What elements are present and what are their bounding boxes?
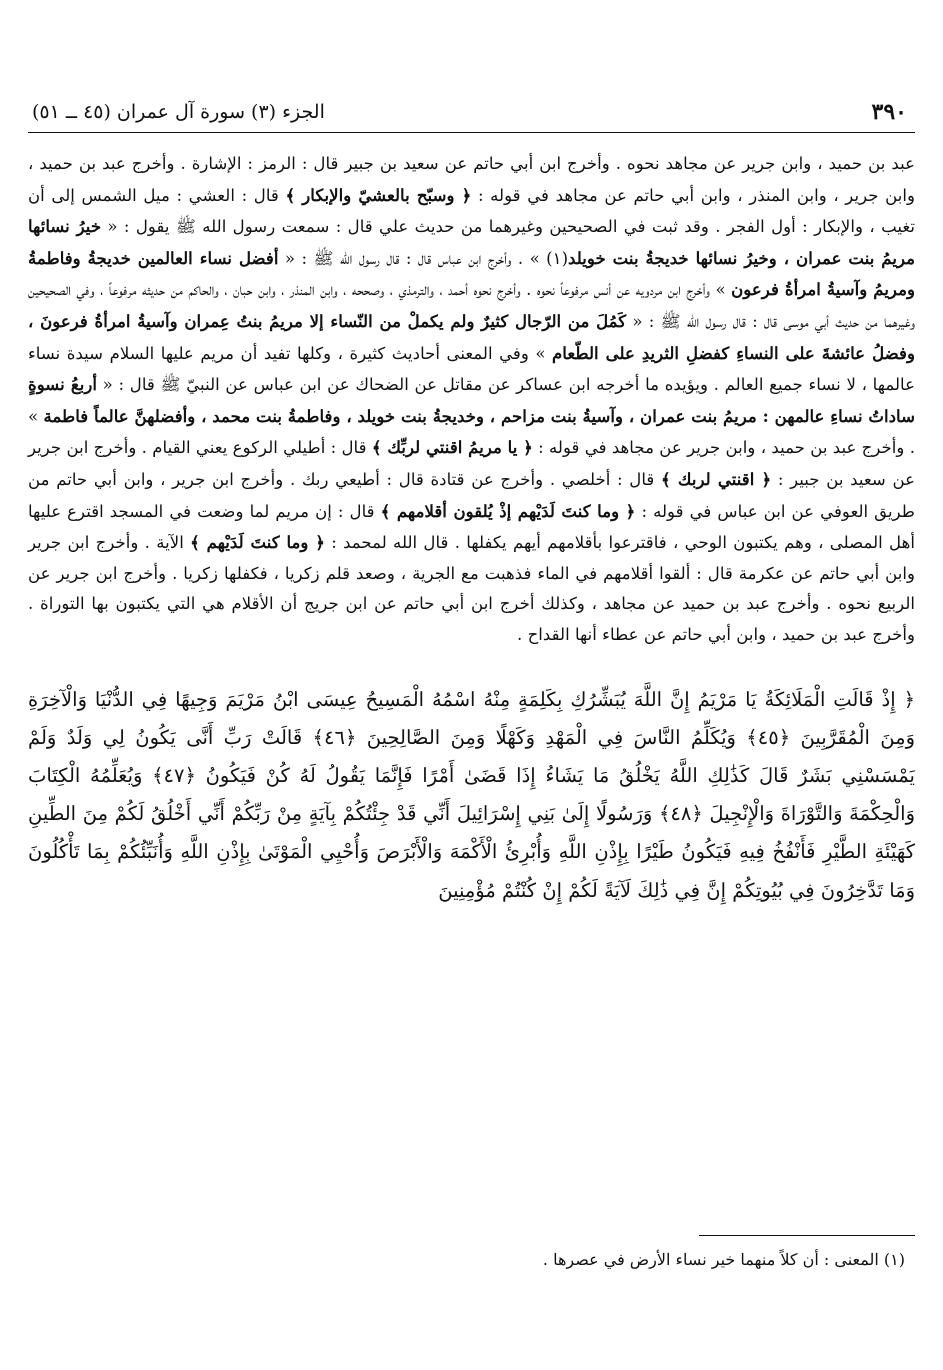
page-header: [28, 92, 915, 133]
commentary-text: قال : إن مريم لما وضعت في المسجد اقترع عليها أهل المصلى ، وهم يكتبون الوحي ، فاقترعوا بأقلامهم أيهم يكفلها . قال الله لمحمد :: [28, 501, 915, 553]
quoted-text: ﴿ اقنتي لربك ﴾: [661, 468, 772, 489]
footnote-marker: (١): [883, 1250, 905, 1269]
commentary-text: قال : أطيلي الركوع يعني القيام . وأخرج ابن جرير عن سعيد بن جبير :: [28, 438, 915, 489]
quoted-text: ﴿ وما كنتَ لَدَيْهم إذْ يُلقون أقلامهم ﴾: [380, 500, 636, 521]
quoted-text: ﴿ وما كنتَ لَدَيْهم ﴾: [190, 532, 325, 553]
quoted-text: أفضل نساء العالمين خديجةُ وفاطمةُ ومريمُ وآسيةُ امرأةُ فرعون: [28, 247, 915, 300]
quoted-text: ﴿ وسبّح بالعشيّ والإبكار ﴾: [285, 184, 472, 205]
commentary-text: عبد بن حميد ، وابن جرير عن مجاهد نحوه . وأخرج ابن أبي حاتم عن سعيد بن جبير قال : الرمز : الإشارة . وأخرج عبد بن حميد ، وابن جرير ، وابن المنذر ، وابن أبي حاتم عن مجاهد في قوله :: [28, 154, 915, 205]
page-number: ٣٩٠: [871, 99, 907, 125]
ornate-bracket-open: ﴿: [903, 687, 915, 711]
quoted-text: خيرُ نسائها مريمُ بنت عمران ، وخيرُ نسائها خديجةُ بنت خويلد: [28, 216, 915, 268]
commentary-text: قال : أخلصي . وأخرج عن قتادة قال : أطيعي ربك . وأخرج ابن جرير ، وابن أبي حاتم من طريق العوفي عن ابن عباس في قوله :: [28, 469, 915, 521]
quoted-text: كَمُلَ من الرّجال كثيرٌ ولم يكملْ من النّساء إلا مريمُ بنتُ عِمران وآسيةُ امرأةُ فرعونَ ، وفضلُ عائشةَ على النساءِ كفضلِ الثريدِ على الطّعام: [28, 310, 915, 363]
commentary-text: الآية . وأخرج ابن جرير وابن أبي حاتم عن عكرمة قال : ألقوا أقلامهم في الماء فذهبت مع الجرية ، وصعد قلم زكريا ، فكفلها زكريا . وأخرج ابن جرير عن الربيع نحوه . وأخرج عبد بن حميد عن مجاهد ، وكذلك أخرج ابن أبي حاتم عن ابن جريج أن الأقلام هي التي يكتبون بها التوراة . وأخرج عبد بن حميد ، وابن أبي حاتم عن عطاء أنها القداح .: [28, 533, 915, 644]
footnote: [543, 1248, 905, 1272]
commentary-body: [28, 149, 915, 651]
footnote-divider: [699, 1235, 915, 1236]
quoted-text: أربعُ نسوةٍ ساداتُ نساءِ عالمهن : مريمُ بنت عمران ، وآسيةُ بنت مزاحم ، وخديجةُ بنت خويلد ، وفاطمةُ بنت محمد ، وأفضلهنَّ عالماً فاطمة: [28, 374, 915, 426]
quran-verses-text: إِذْ قَالَتِ الْمَلَائِكَةُ يَا مَرْيَمُ إِنَّ اللَّهَ يُبَشِّرُكِ بِكَلِمَةٍ مِنْهُ اسْمُهُ الْمَسِيحُ عِيسَى ابْنُ مَرْيَمَ وَجِيهًا فِي الدُّنْيَا وَالْآخِرَةِ وَمِنَ الْمُقَرَّبِينَ ﴿٤٥﴾ وَيُكَلِّمُ النَّاسَ فِي الْمَهْدِ وَكَهْلًا وَمِنَ الصَّالِحِينَ ﴿٤٦﴾ قَالَتْ رَبِّ أَنَّى يَكُونُ لِي وَلَدٌ وَلَمْ يَمْسَسْنِي بَشَرٌ قَالَ كَذَٰلِكِ اللَّهُ يَخْلُقُ مَا يَشَاءُ إِذَا قَضَىٰ أَمْرًا فَإِنَّمَا يَقُولُ لَهُ كُنْ فَيَكُونُ ﴿٤٧﴾ وَيُعَلِّمُهُ الْكِتَابَ وَالْحِكْمَةَ وَالتَّوْرَاةَ وَالْإِنْجِيلَ ﴿٤٨﴾ وَرَسُولًا إِلَىٰ بَنِي إِسْرَائِيلَ أَنِّي قَدْ جِئْتُكُمْ بِآيَةٍ مِنْ رَبِّكُمْ أَنِّي أَخْلُقُ لَكُمْ مِنَ الطِّينِ كَهَيْئَةِ الطَّيْرِ فَأَنْفُخُ فِيهِ فَيَكُونُ طَيْرًا بِإِذْنِ اللَّهِ وَأُبْرِئُ الْأَكْمَهَ وَالْأَبْرَصَ وَأُحْيِي الْمَوْتَىٰ بِإِذْنِ اللَّهِ وَأُنَبِّئُكُمْ بِمَا تَأْكُلُونَ وَمَا تَدَّخِرُونَ فِي بُيُوتِكُمْ إِنَّ فِي ذَٰلِكَ لَآيَةً لَكُمْ إِنْ كُنْتُمْ مُؤْمِنِينَ: [28, 687, 915, 902]
commentary-text: » وأخرج ابن مردويه عن أنس مرفوعاً نحوه . وأخرج نحوه أحمد ، والترمذي ، وصححه ، وابن المنذر ، وابن حبان ، والحاكم من حديثه مرفوعاً ، وفي الصحيحين وغيرهما من حديث أبي موسى قال : قال رسول الله ﷺ : «: [28, 280, 915, 331]
quran-verses-block: [28, 681, 915, 910]
quran-verses: [28, 681, 915, 910]
commentary-text: » . وأخرج عبد بن حميد ، وابن جرير عن مجاهد في قوله :: [28, 406, 915, 458]
commentary-paragraph: [28, 149, 915, 651]
book-page: [28, 92, 915, 1312]
running-title: الجزء (٣) سورة آل عمران (٤٥ ــ ٥١): [32, 101, 325, 123]
footnote-text: المعنى : أن كلاً منهما خير نساء الأرض في عصرها .: [542, 1250, 879, 1269]
commentary-text: (١) » . وأخرج ابن عباس قال : قال رسول الله ﷺ : «: [278, 248, 569, 268]
quoted-text: ﴿ يا مريمُ اقنتي لربِّك ﴾: [371, 437, 533, 458]
commentary-text: قال : العشي : ميل الشمس إلى أن تغيب ، والإبكار : أول الفجر . وقد ثبت في الصحيحين وغيرهما من حديث علي قال : سمعت رسول الله ﷺ يقول : «: [28, 185, 915, 237]
commentary-text: » وفي المعنى أحاديث كثيرة ، وكلها تفيد أن مريم عليها السلام سيدة نساء عالمها ، لا نساء جميع العالم . ويؤيده ما أخرجه ابن عساكر عن مقاتل عن الضحاك عن ابن عباس عن النبيّ ﷺ قال : «: [28, 343, 915, 395]
